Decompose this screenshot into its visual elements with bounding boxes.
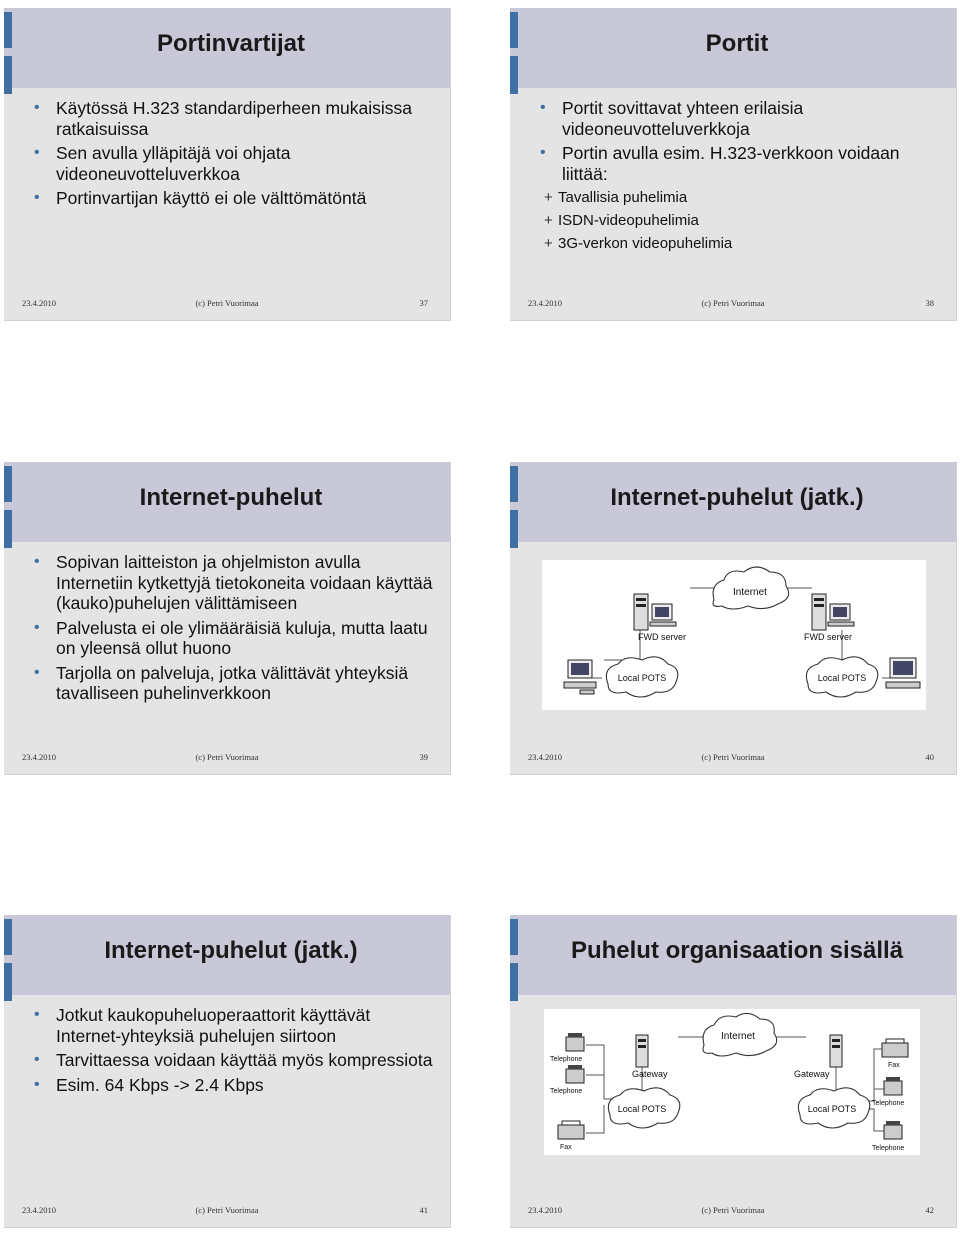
slide-title: Puhelut organisaation sisällä — [570, 937, 904, 964]
telephone-icon — [566, 1065, 584, 1083]
slide-number: 38 — [925, 298, 934, 308]
accent-bar — [510, 919, 518, 955]
bullet: • Sen avulla ylläpitäjä voi ohjata videoneuvotteluverkkoa — [34, 143, 436, 184]
slide-body — [34, 98, 436, 213]
telephone-icon — [884, 1077, 902, 1095]
slide-title: Internet-puhelut (jatk.) — [610, 484, 864, 511]
telephone-label: Telephone — [550, 1088, 583, 1095]
slide-39 — [4, 462, 451, 775]
internet-label: Internet — [733, 587, 767, 598]
gateway-icon — [636, 1035, 648, 1067]
footer-date: 23.4.2010 — [528, 752, 562, 762]
server-label: FWD server — [804, 632, 852, 642]
network-diagram — [542, 560, 926, 710]
telephone-icon — [884, 1121, 902, 1139]
footer-author: (c) Petri Vuorimaa — [701, 1205, 765, 1215]
bullet: • Palvelusta ei ole ylimääräisiä kuluja, mutta laatu on yleensä ollut huono — [34, 618, 436, 659]
gateway-label: Gateway — [794, 1069, 830, 1079]
telephone-label: Telephone — [550, 1056, 583, 1063]
pots-label: Local POTS — [807, 1104, 857, 1114]
internet-label: Internet — [721, 1031, 755, 1042]
slide-number: 41 — [419, 1205, 428, 1215]
accent-bar — [510, 12, 518, 48]
server-label: FWD server — [638, 632, 686, 642]
bullet: • Jotkut kaukopuheluoperaattorit käyttävät Internet-yhteyksiä puhelujen siirtoon — [34, 1005, 436, 1046]
accent-bar — [4, 12, 12, 48]
fax-label: Fax — [888, 1062, 900, 1069]
slide-41 — [4, 915, 451, 1228]
fax-icon — [882, 1039, 908, 1057]
bullet: • Portin avulla esim. H.323-verkkoon voidaan liittää: — [540, 143, 942, 184]
slide-title: Internet-puhelut — [139, 484, 323, 511]
link-line — [604, 630, 640, 660]
pots-label: Local POTS — [617, 1104, 667, 1114]
slide-body — [34, 1005, 436, 1099]
sub-bullet: + ISDN-videopuhelimia — [540, 211, 942, 230]
slide-number: 39 — [419, 752, 428, 762]
server-icon — [812, 594, 854, 630]
computer-icon — [886, 658, 920, 688]
computer-icon — [564, 660, 596, 694]
slide-title: Portinvartijat — [156, 30, 306, 57]
slide-number: 42 — [925, 1205, 934, 1215]
accent-bar — [4, 963, 12, 1001]
slide-body — [540, 98, 942, 257]
bullet: • Käytössä H.323 standardiperheen mukaisissa ratkaisuissa — [34, 98, 436, 139]
footer-author: (c) Petri Vuorimaa — [195, 1205, 259, 1215]
accent-bar — [510, 510, 518, 548]
footer-date: 23.4.2010 — [22, 752, 56, 762]
footer-date: 23.4.2010 — [22, 298, 56, 308]
telephone-label: Telephone — [872, 1145, 905, 1152]
slide-38 — [510, 8, 957, 321]
accent-bar — [510, 963, 518, 1001]
bullet: • Tarjolla on palveluja, jotka välittävät yhteyksiä tavalliseen puhelinverkkoon — [34, 663, 436, 704]
accent-bar — [4, 510, 12, 548]
bullet: • Tarvittaessa voidaan käyttää myös kompressiota — [34, 1050, 436, 1071]
footer-author: (c) Petri Vuorimaa — [195, 752, 259, 762]
telephone-icon — [566, 1033, 584, 1051]
slide-number: 37 — [419, 298, 428, 308]
server-icon — [634, 594, 676, 630]
bullet: • Esim. 64 Kbps -> 2.4 Kbps — [34, 1075, 436, 1096]
slide-title: Internet-puhelut (jatk.) — [104, 937, 358, 964]
bullet: • Portinvartijan käyttö ei ole välttömätöntä — [34, 188, 436, 209]
telephone-label: Telephone — [872, 1100, 905, 1107]
footer-author: (c) Petri Vuorimaa — [701, 752, 765, 762]
footer-date: 23.4.2010 — [528, 1205, 562, 1215]
bullet: • Portit sovittavat yhteen erilaisia videoneuvotteluverkkoja — [540, 98, 942, 139]
fax-label: Fax — [560, 1144, 572, 1151]
slide-body — [34, 552, 436, 708]
slide-37 — [4, 8, 451, 321]
sub-bullet: + 3G-verkon videopuhelimia — [540, 234, 942, 253]
fax-icon — [558, 1121, 584, 1139]
footer-author: (c) Petri Vuorimaa — [195, 298, 259, 308]
pots-label: Local POTS — [617, 673, 667, 683]
gateway-icon — [830, 1035, 842, 1067]
slide-number: 40 — [925, 752, 934, 762]
slide-40 — [510, 462, 957, 775]
link-line — [864, 1049, 884, 1101]
accent-bar — [4, 56, 12, 94]
slide-title: Portit — [705, 30, 769, 57]
bullet: • Sopivan laitteiston ja ohjelmiston avulla Internetiin kytkettyjä tietokoneita voidaan käyttää (kauko)puhelujen välittämiseen — [34, 552, 436, 614]
footer-date: 23.4.2010 — [22, 1205, 56, 1215]
slide-42 — [510, 915, 957, 1228]
accent-bar — [4, 466, 12, 502]
link-line — [586, 1105, 604, 1133]
link-line — [586, 1045, 614, 1099]
gateway-label: Gateway — [632, 1069, 668, 1079]
footer-author: (c) Petri Vuorimaa — [701, 298, 765, 308]
accent-bar — [510, 466, 518, 502]
footer-date: 23.4.2010 — [528, 298, 562, 308]
accent-bar — [510, 56, 518, 94]
network-diagram — [544, 1009, 920, 1155]
sub-bullet: + Tavallisia puhelimia — [540, 188, 942, 207]
pots-label: Local POTS — [817, 673, 867, 683]
accent-bar — [4, 919, 12, 955]
